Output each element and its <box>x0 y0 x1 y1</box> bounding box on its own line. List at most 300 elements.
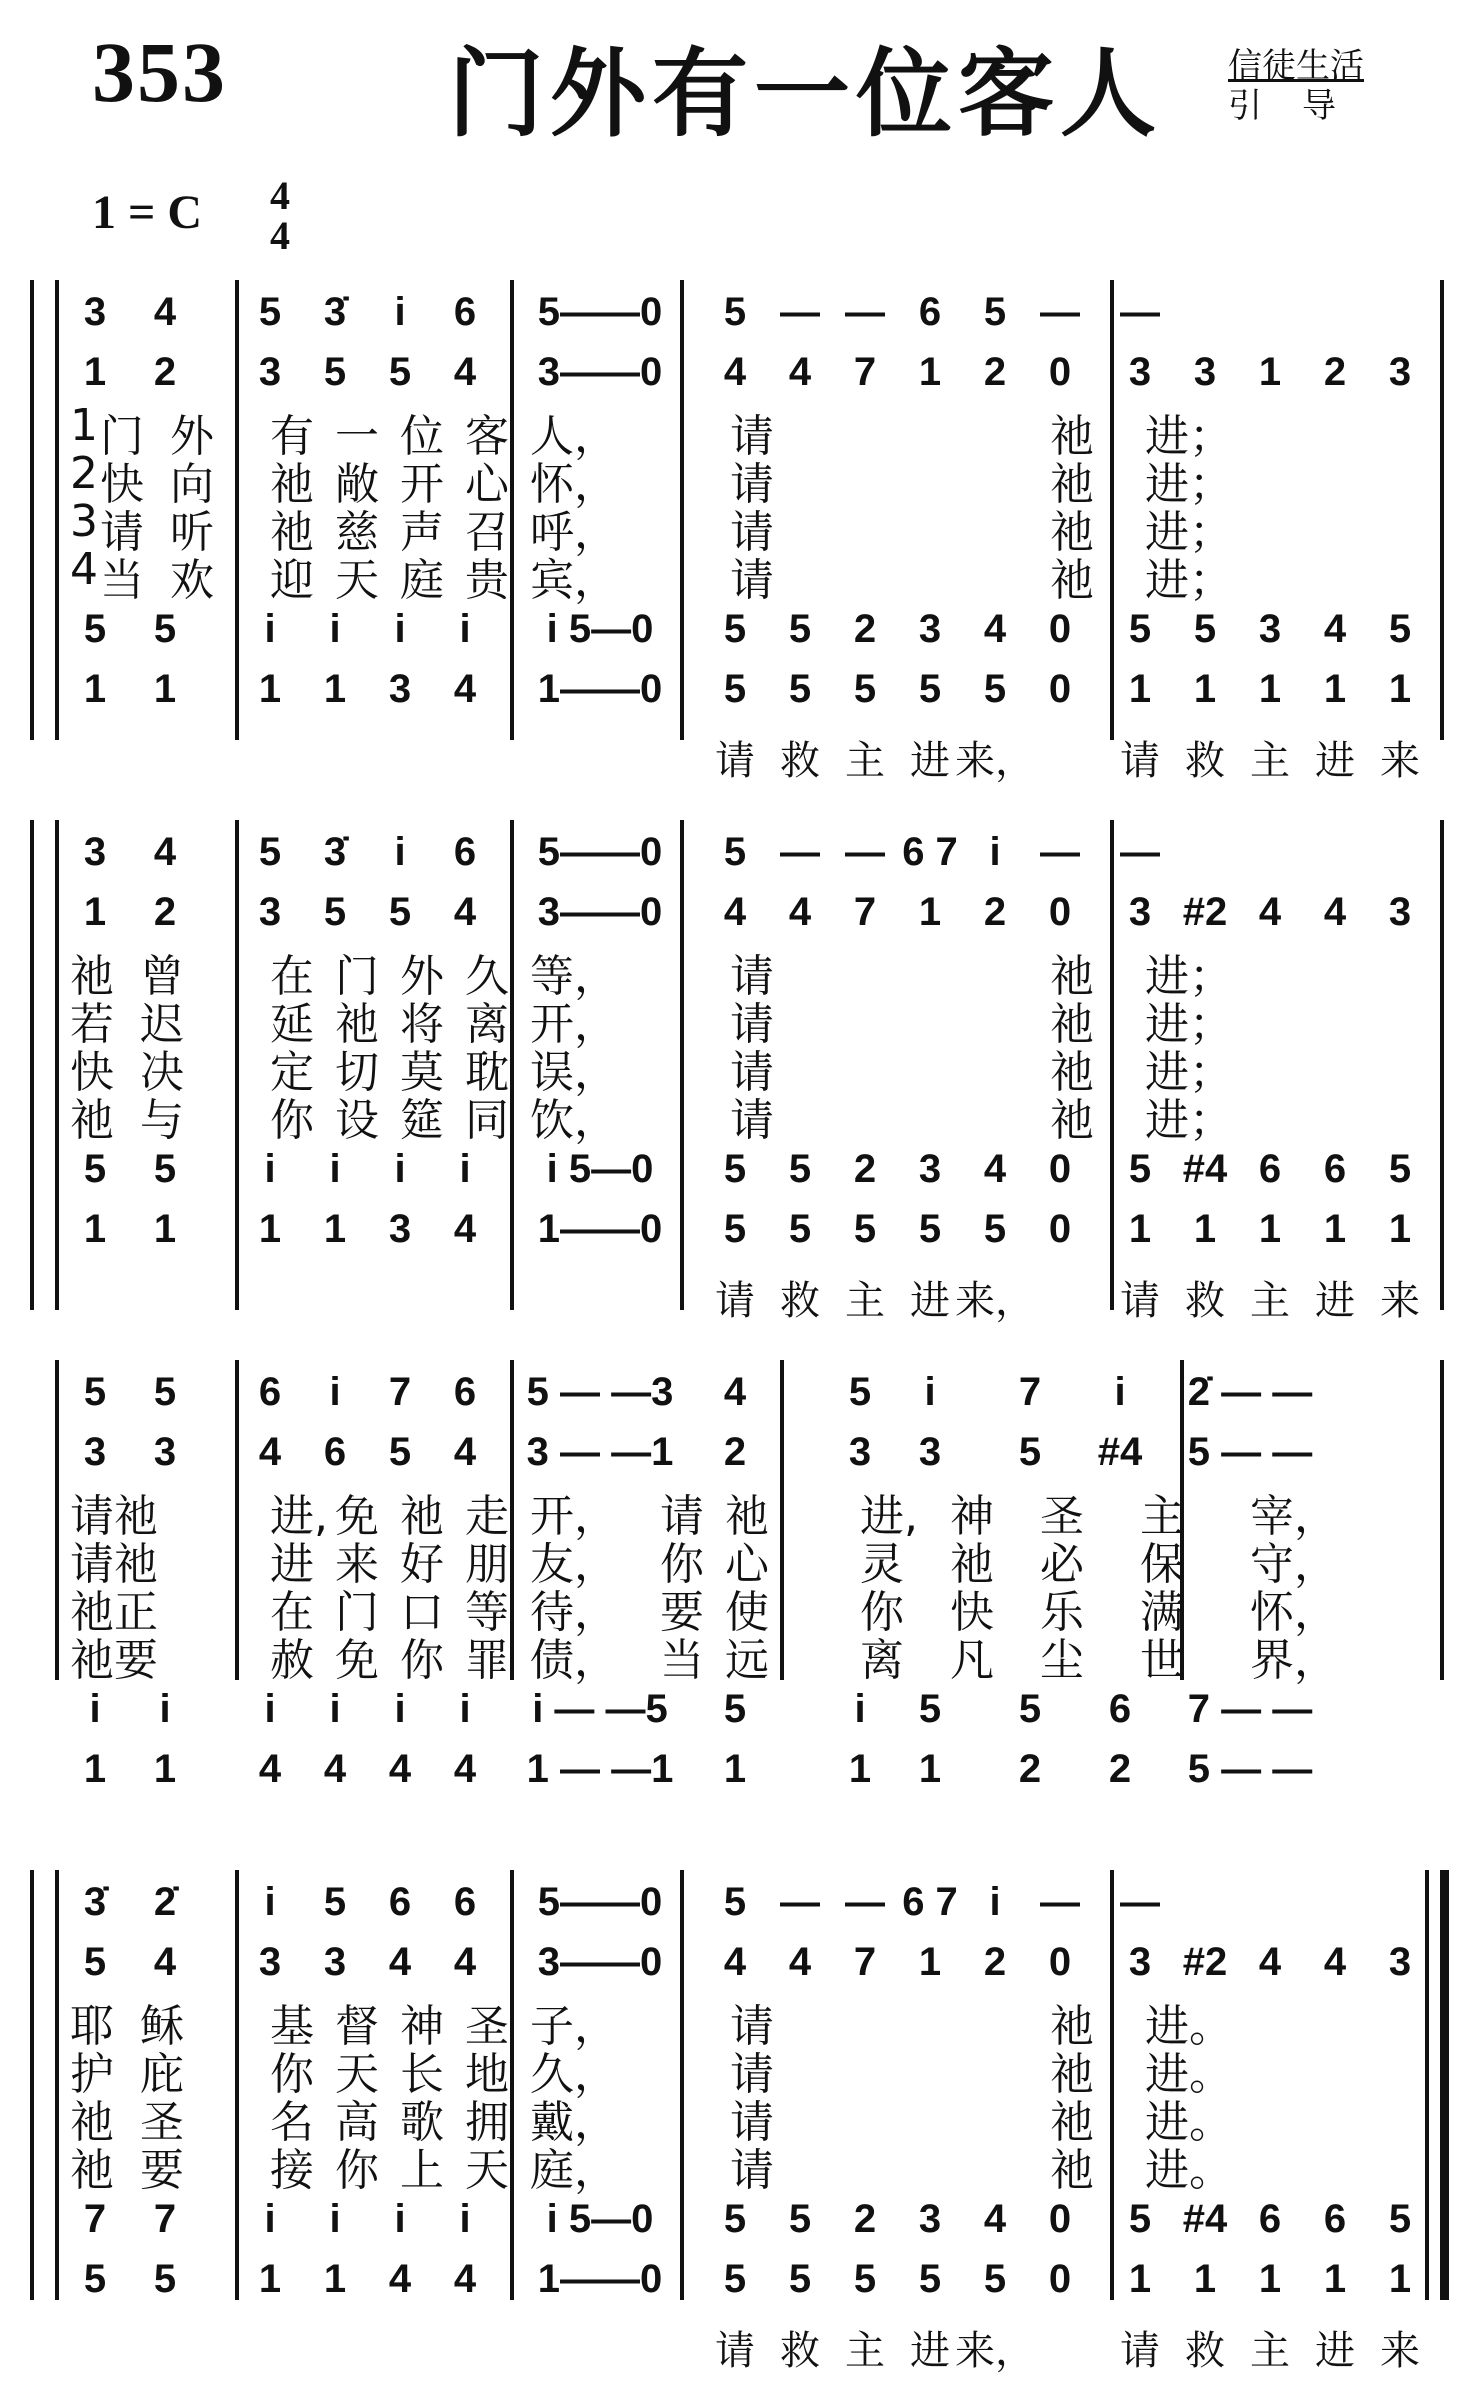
lyric-syllable: 请 <box>730 459 774 510</box>
lyric-syllable: 进； <box>1145 507 1233 558</box>
tenor-note: 5 <box>1388 607 1412 651</box>
lyric-syllable: 饮， <box>530 1095 618 1146</box>
refrain-syllable: 救 <box>1185 738 1225 784</box>
barline <box>510 1360 514 1680</box>
bass-note: 5 <box>723 667 747 711</box>
bass-note: 4 <box>323 1747 347 1791</box>
barline <box>1440 280 1444 740</box>
soprano-note: — <box>780 830 820 874</box>
barline <box>1110 280 1114 740</box>
tenor-note: 3 <box>918 1147 942 1191</box>
lyric-syllable: 门 <box>335 951 379 1002</box>
lyric-syllable: 耽 <box>465 1047 509 1098</box>
soprano-note: — <box>1040 830 1080 874</box>
lyric-syllable: 拥 <box>465 2097 509 2148</box>
lyric-syllable: 你 <box>860 1587 904 1638</box>
refrain-syllable: 来 <box>1380 2328 1420 2374</box>
lyric-syllable: 开， <box>530 999 618 1050</box>
lyric-syllable: 宾， <box>530 555 618 606</box>
tenor-note: 5 <box>1128 1147 1152 1191</box>
soprano-note: 5 <box>323 1880 347 1924</box>
hymn-title: 门外有一位客人 <box>448 38 1162 150</box>
lyric-syllable: 进； <box>1145 999 1233 1050</box>
barline <box>55 820 59 1310</box>
alto-note: 4 <box>788 1940 812 1984</box>
soprano-note: 6 <box>258 1370 282 1414</box>
alto-note: 5 <box>388 1430 412 1474</box>
bass-note: 1 <box>1193 1207 1217 1251</box>
tenor-note: 4 <box>983 1147 1007 1191</box>
lyric-syllable: 迎 <box>270 555 314 606</box>
tenor-note: 7 <box>153 2197 177 2241</box>
lyric-syllable: 进, <box>270 1491 328 1542</box>
barline <box>510 820 514 1310</box>
soprano-note: i <box>329 1370 341 1414</box>
lyric-syllable: 子， <box>530 2001 618 2052</box>
tenor-note: 0 <box>1048 2197 1072 2241</box>
lyric-syllable: 免 <box>335 1635 379 1686</box>
alto-note: 1 <box>918 1940 942 1984</box>
bass-note: 1 <box>83 667 107 711</box>
lyric-syllable: 进； <box>1145 1095 1233 1146</box>
tenor-note: 4 <box>983 2197 1007 2241</box>
bass-note: 5 <box>853 1207 877 1251</box>
alto-note: 3 <box>918 1430 942 1474</box>
tenor-note: 4 <box>1323 607 1347 651</box>
tenor-note: i <box>394 1687 406 1731</box>
bass-note: 5 <box>983 2257 1007 2301</box>
lyric-syllable: 神 <box>950 1491 994 1542</box>
soprano-note: — <box>845 1880 885 1924</box>
lyric-syllable: 一 <box>335 411 379 462</box>
lyric-syllable: 赦 <box>270 1635 314 1686</box>
bass-note: 1——0 <box>537 2257 663 2301</box>
soprano-note: — <box>780 1880 820 1924</box>
bass-note: 1 <box>153 1747 177 1791</box>
soprano-note: i <box>1114 1370 1126 1414</box>
lyric-syllable: 罪 <box>465 1635 509 1686</box>
tenor-note: 0 <box>1048 1147 1072 1191</box>
lyric-syllable: 决 <box>140 1047 184 1098</box>
refrain-syllable: 请 <box>715 2328 755 2374</box>
lyric-syllable: 灵 <box>860 1539 904 1590</box>
alto-note: 4 <box>1258 890 1282 934</box>
tenor-note: 2 <box>853 607 877 651</box>
tenor-note: 5 <box>918 1687 942 1731</box>
lyric-syllable: 进。 <box>1145 2001 1233 2052</box>
lyric-syllable: 天 <box>335 555 379 606</box>
barline <box>680 1870 684 2300</box>
barline <box>55 280 59 740</box>
tenor-note: i <box>394 1147 406 1191</box>
lyric-syllable: 等 <box>465 1587 509 1638</box>
lyric-syllable: 祂 <box>725 1491 769 1542</box>
tenor-note: i — —5 <box>532 1687 668 1731</box>
lyric-syllable: 客 <box>465 411 509 462</box>
soprano-note: 7 <box>1018 1370 1042 1414</box>
tenor-note: 5 <box>83 1147 107 1191</box>
alto-note: 4 <box>723 1940 747 1984</box>
refrain-syllable: 请 <box>1120 2328 1160 2374</box>
alto-note: 2 <box>983 350 1007 394</box>
lyric-syllable: 庇 <box>140 2049 184 2100</box>
soprano-note: 5 <box>258 290 282 334</box>
bass-note: 1 <box>1128 667 1152 711</box>
bass-note: 1 <box>1323 667 1347 711</box>
alto-note: 3 — —1 <box>526 1430 674 1474</box>
lyric-syllable: 友， <box>530 1539 618 1590</box>
tenor-note: #4 <box>1182 1147 1228 1191</box>
lyric-syllable: 督 <box>335 2001 379 2052</box>
tenor-note: 5 <box>723 607 747 651</box>
alto-note: 3 <box>323 1940 347 1984</box>
lyric-syllable: 祂 <box>1050 411 1094 462</box>
tenor-note: i <box>854 1687 866 1731</box>
alto-note: 2 <box>983 890 1007 934</box>
alto-note: 0 <box>1048 350 1072 394</box>
alto-note: 5 <box>323 890 347 934</box>
soprano-note: — <box>1120 1880 1160 1924</box>
lyric-syllable: 请 <box>730 999 774 1050</box>
tenor-note: 5 <box>83 607 107 651</box>
lyric-syllable: 待， <box>530 1587 618 1638</box>
alto-note: 4 <box>258 1430 282 1474</box>
alto-note: 3 <box>1388 1940 1412 1984</box>
soprano-note: 6 <box>918 290 942 334</box>
refrain-syllable: 主 <box>1250 738 1290 784</box>
refrain-syllable: 救 <box>1185 2328 1225 2374</box>
refrain-syllable: 请 <box>1120 738 1160 784</box>
bass-note: 5 <box>983 667 1007 711</box>
alto-note: 4 <box>723 890 747 934</box>
barline <box>510 1870 514 2300</box>
soprano-note: 6 <box>453 1880 477 1924</box>
lyric-syllable: 当 <box>660 1635 704 1686</box>
tenor-note: 5 <box>788 607 812 651</box>
alto-note: 5 <box>388 890 412 934</box>
lyric-syllable: 远 <box>725 1635 769 1686</box>
tenor-note: #4 <box>1182 2197 1228 2241</box>
lyric-syllable: 口 <box>400 1587 444 1638</box>
lyric-syllable: 宰， <box>1250 1491 1338 1542</box>
lyric-syllable: 请 <box>730 1047 774 1098</box>
bass-note: 3 <box>388 1207 412 1251</box>
lyric-syllable: 请 <box>730 555 774 606</box>
lyric-syllable: 天 <box>335 2049 379 2100</box>
bass-note: 1 <box>323 2257 347 2301</box>
refrain-syllable: 进 <box>910 2328 950 2374</box>
refrain-syllable: 进 <box>910 1278 950 1324</box>
tenor-note: i <box>264 607 276 651</box>
lyric-syllable: 在 <box>270 951 314 1002</box>
tenor-note: i <box>459 2197 471 2241</box>
bass-note: 5 <box>983 1207 1007 1251</box>
lyric-syllable: 庭， <box>530 2145 618 2196</box>
lyric-syllable: 必 <box>1040 1539 1084 1590</box>
soprano-note: 7 <box>388 1370 412 1414</box>
lyric-syllable: 圣 <box>465 2001 509 2052</box>
tenor-note: 6 <box>1258 2197 1282 2241</box>
alto-note: 1 <box>83 890 107 934</box>
bass-note: 1 <box>1258 2257 1282 2301</box>
bass-note: 5 <box>83 2257 107 2301</box>
bass-note: 1 <box>323 1207 347 1251</box>
lyric-syllable: 声 <box>400 507 444 558</box>
refrain-syllable: 来 <box>1380 738 1420 784</box>
lyric-syllable: 人， <box>530 411 618 462</box>
alto-note: 3 <box>1388 350 1412 394</box>
lyric-syllable: 基 <box>270 2001 314 2052</box>
refrain-syllable: 进 <box>1315 1278 1355 1324</box>
bass-note: 1 <box>723 1747 747 1791</box>
tenor-note: i <box>89 1687 101 1731</box>
bass-note: 1 <box>1193 2257 1217 2301</box>
lyric-syllable: 召 <box>465 507 509 558</box>
lyric-syllable: 外 <box>400 951 444 1002</box>
soprano-note: 5——0 <box>537 290 663 334</box>
tenor-note: i <box>459 1147 471 1191</box>
lyric-syllable: 歌 <box>400 2097 444 2148</box>
lyric-syllable: 离 <box>465 999 509 1050</box>
lyric-syllable: 将 <box>400 999 444 1050</box>
bass-note: 1 <box>1388 667 1412 711</box>
lyric-syllable: 敞 <box>335 459 379 510</box>
lyric-syllable: 界， <box>1250 1635 1338 1686</box>
lyric-syllable: 进。 <box>1145 2049 1233 2100</box>
refrain-syllable: 来， <box>955 1278 1035 1324</box>
alto-note: 5 <box>323 350 347 394</box>
refrain-syllable: 进 <box>1315 2328 1355 2374</box>
soprano-note: i <box>924 1370 936 1414</box>
tenor-note: 5 <box>153 607 177 651</box>
lyric-syllable: 祂 <box>1050 2145 1094 2196</box>
category-label: 信徒生活 <box>1228 46 1364 86</box>
alto-note: 7 <box>853 890 877 934</box>
bass-note: 1——0 <box>537 1207 663 1251</box>
bass-note: 5 <box>788 667 812 711</box>
tenor-note: 5 <box>1388 1147 1412 1191</box>
refrain-syllable: 请 <box>715 738 755 784</box>
lyric-syllable: 上 <box>400 2145 444 2196</box>
soprano-note: i <box>989 830 1001 874</box>
lyric-syllable: 长 <box>400 2049 444 2100</box>
lyric-syllable: 呼， <box>530 507 618 558</box>
soprano-note: i <box>989 1880 1001 1924</box>
soprano-note: 6 <box>453 290 477 334</box>
lyric-syllable: 向 <box>170 459 214 510</box>
barline <box>235 820 239 1310</box>
lyric-syllable: 久 <box>465 951 509 1002</box>
tenor-note: 2 <box>853 2197 877 2241</box>
alto-note: 3 <box>1388 890 1412 934</box>
lyric-syllable: 心 <box>725 1539 769 1590</box>
lyric-syllable: 请 <box>730 2001 774 2052</box>
bass-note: 4 <box>453 667 477 711</box>
alto-note: 5 <box>83 1940 107 1984</box>
barline <box>1110 1870 1114 2300</box>
lyric-syllable: 圣 <box>1040 1491 1084 1542</box>
system-4 <box>0 1860 1477 2374</box>
bass-note: 5 <box>723 2257 747 2301</box>
alto-note: 5 <box>388 350 412 394</box>
bass-note: 1 <box>1323 2257 1347 2301</box>
lyric-syllable: 快 <box>950 1587 994 1638</box>
tenor-note: i <box>459 607 471 651</box>
refrain-syllable: 请 <box>715 1278 755 1324</box>
bass-note: 1 — —1 <box>526 1747 674 1791</box>
bass-note: 1 <box>258 2257 282 2301</box>
lyric-syllable: 祂 <box>70 2097 114 2148</box>
alto-note: 3 <box>153 1430 177 1474</box>
bass-note: 1 <box>848 1747 872 1791</box>
refrain-syllable: 主 <box>1250 1278 1290 1324</box>
lyric-syllable: 天 <box>465 2145 509 2196</box>
bass-note: 0 <box>1048 2257 1072 2301</box>
soprano-note: 6 <box>453 830 477 874</box>
system-1 <box>0 270 1477 784</box>
tenor-note: 0 <box>1048 607 1072 651</box>
alto-note: 3——0 <box>537 890 663 934</box>
bass-note: 5 <box>853 2257 877 2301</box>
bass-note: 0 <box>1048 1207 1072 1251</box>
lyric-syllable: 走 <box>465 1491 509 1542</box>
alto-note: 4 <box>453 890 477 934</box>
lyric-syllable: 满 <box>1140 1587 1184 1638</box>
lyric-syllable: 祂 <box>1050 999 1094 1050</box>
lyric-syllable: 进； <box>1145 459 1233 510</box>
soprano-note: 3̇ <box>323 290 347 334</box>
bass-note: 1 <box>83 1747 107 1791</box>
tenor-note: i <box>264 1147 276 1191</box>
bass-note: 4 <box>453 1207 477 1251</box>
alto-note: 0 <box>1048 890 1072 934</box>
soprano-note: i <box>264 1880 276 1924</box>
lyric-syllable: 贵 <box>465 555 509 606</box>
soprano-note: 4 <box>723 1370 747 1414</box>
lyric-syllable: 等， <box>530 951 618 1002</box>
alto-note: 3 <box>258 350 282 394</box>
alto-note: #2 <box>1182 1940 1228 1984</box>
alto-note: 2 <box>153 350 177 394</box>
lyric-syllable: 进； <box>1145 951 1233 1002</box>
tenor-note: i <box>394 2197 406 2241</box>
tenor-note: 6 <box>1323 2197 1347 2241</box>
lyric-syllable: 4 <box>70 544 98 595</box>
lyric-syllable: 祂 <box>270 459 314 510</box>
lyric-syllable: 请 <box>730 411 774 462</box>
bass-note: 1 <box>83 1207 107 1251</box>
bass-note: 1 <box>1193 667 1217 711</box>
lyric-syllable: 进。 <box>1145 2097 1233 2148</box>
lyric-syllable: 你 <box>400 1635 444 1686</box>
soprano-note: 5——0 <box>537 1880 663 1924</box>
lyric-syllable: 定 <box>270 1047 314 1098</box>
bass-note: 1 <box>258 667 282 711</box>
soprano-note: 5 <box>153 1370 177 1414</box>
soprano-note: — <box>1120 290 1160 334</box>
lyric-syllable: 进。 <box>1145 2145 1233 2196</box>
lyric-syllable: 请祂 <box>70 1491 158 1542</box>
alto-note: 2 <box>1323 350 1347 394</box>
bass-note: 1 <box>1128 2257 1152 2301</box>
bass-note: 5 <box>918 1207 942 1251</box>
lyric-syllable: 祂 <box>400 1491 444 1542</box>
lyric-syllable: 延 <box>270 999 314 1050</box>
lyric-syllable: 祂 <box>70 951 114 1002</box>
lyric-syllable: 名 <box>270 2097 314 2148</box>
soprano-note: 6 7 <box>902 1880 958 1924</box>
alto-note: 5 <box>1018 1430 1042 1474</box>
lyric-syllable: 1 <box>70 400 98 451</box>
soprano-note: 5 <box>848 1370 872 1414</box>
barline <box>1110 820 1114 1310</box>
soprano-note: 3̇ <box>323 830 347 874</box>
barline <box>235 1360 239 1680</box>
soprano-note: 2̇ — — <box>1187 1370 1313 1414</box>
lyric-syllable: 误， <box>530 1047 618 1098</box>
refrain-syllable: 救 <box>780 1278 820 1324</box>
soprano-note: 2̇ <box>153 1880 177 1924</box>
barline <box>55 1360 59 1680</box>
bass-note: 1 <box>918 1747 942 1791</box>
tenor-note: i <box>329 1687 341 1731</box>
lyric-syllable: 久， <box>530 2049 618 2100</box>
lyric-syllable: 尘 <box>1040 1635 1084 1686</box>
bass-note: 1 <box>1258 667 1282 711</box>
tenor-note: i 5—0 <box>546 2197 654 2241</box>
lyric-syllable: 请 <box>730 507 774 558</box>
lyric-syllable: 开， <box>530 1491 618 1542</box>
barline <box>1440 1360 1444 1680</box>
alto-note: 7 <box>853 350 877 394</box>
lyric-syllable: 快 <box>70 1047 114 1098</box>
lyric-syllable: 莫 <box>400 1047 444 1098</box>
lyric-syllable: 乐 <box>1040 1587 1084 1638</box>
tenor-note: 5 <box>1018 1687 1042 1731</box>
lyric-syllable: 稣 <box>140 2001 184 2052</box>
tenor-note: 6 <box>1258 1147 1282 1191</box>
alto-note: 3——0 <box>537 1940 663 1984</box>
soprano-note: 5——0 <box>537 830 663 874</box>
bass-note: 1 <box>258 1207 282 1251</box>
lyric-syllable: 在 <box>270 1587 314 1638</box>
lyric-syllable: 怀， <box>530 459 618 510</box>
bass-note: 3 <box>388 667 412 711</box>
soprano-note: — <box>1120 830 1160 874</box>
lyric-syllable: 祂 <box>270 507 314 558</box>
lyric-syllable: 进； <box>1145 555 1233 606</box>
soprano-note: 5 <box>723 830 747 874</box>
lyric-syllable: 怀， <box>1250 1587 1338 1638</box>
lyric-syllable: 祂 <box>1050 555 1094 606</box>
alto-note: 4 <box>153 1940 177 1984</box>
alto-note: 4 <box>453 350 477 394</box>
alto-note: 2 <box>983 1940 1007 1984</box>
barline <box>510 280 514 740</box>
lyric-syllable: 要 <box>140 2145 184 2196</box>
lyric-syllable: 门 <box>100 411 144 462</box>
lyric-syllable: 与 <box>140 1095 184 1146</box>
alto-note: 1 <box>918 890 942 934</box>
tenor-note: 3 <box>918 2197 942 2241</box>
refrain-syllable: 进 <box>910 738 950 784</box>
bass-note: 4 <box>388 1747 412 1791</box>
refrain-syllable: 主 <box>845 738 885 784</box>
refrain-syllable: 主 <box>1250 2328 1290 2374</box>
soprano-note: 5 <box>258 830 282 874</box>
bass-note: 5 — — <box>1187 1747 1313 1791</box>
alto-note: #2 <box>1182 890 1228 934</box>
